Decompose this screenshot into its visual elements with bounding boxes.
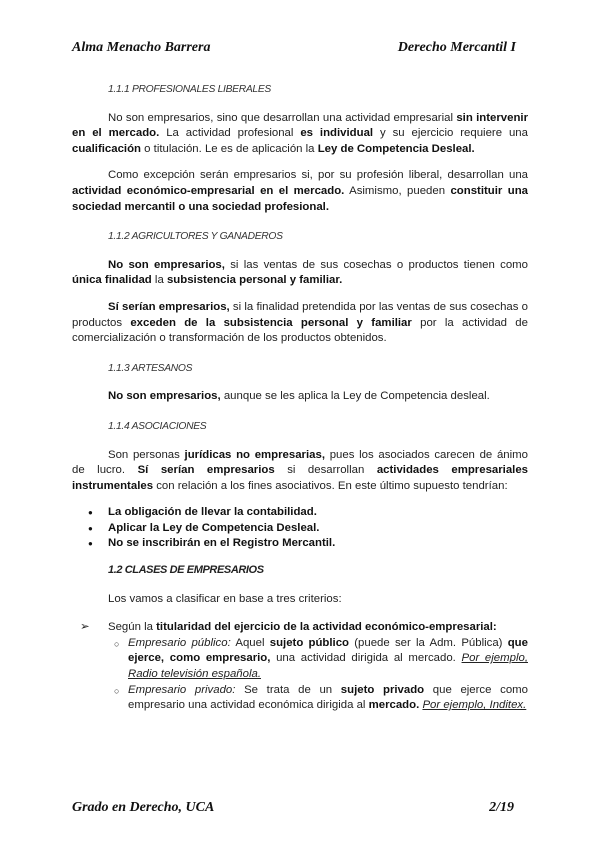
empresario-types-list — [72, 636, 528, 714]
list-item-empresario-publico: ○ Empresario público: Aquel sujeto público (puede ser la Adm. Pública) que ejerce, como empresario, una actividad dirigida al mercado. Por ejemplo, Radio televisión española. — [128, 636, 528, 683]
list-item: ● No se inscribirán en el Registro Mercantil. — [72, 536, 528, 552]
obligations-list — [72, 505, 528, 552]
header-course: Derecho Mercantil I — [397, 40, 516, 55]
arrow-bullet-icon: ➢ — [80, 621, 90, 634]
list-item-empresario-privado: ○ Empresario privado: Se trata de un sujeto privado que ejerce como empresario una actividad económica dirigida al mercado. Por ejemplo, Inditex. — [128, 683, 528, 714]
section-title-1-1-2: 1.1.2 AGRICULTORES Y GANADEROS — [108, 231, 283, 243]
paragraph-liberales-1: No son empresarios, sino que desarrollan una actividad empresarial sin intervenir en el mercado. La actividad profesional es individual y su ejercicio requiere una cualificación o titulación. Le es de aplicación la Ley de Competencia Desleal. — [72, 111, 529, 155]
document-body — [72, 82, 528, 714]
list-item: ● La obligación de llevar la contabilidad. — [72, 505, 528, 521]
footer-degree: Grado en Derecho, UCA — [72, 800, 215, 815]
paragraph-artesanos: No son empresarios, aunque se les aplica la Ley de Competencia desleal. — [108, 390, 490, 403]
header-author: Alma Menacho Barrera — [72, 40, 211, 55]
page-number: 2/19 — [489, 800, 514, 815]
paragraph-agricultores-1: No son empresarios, si las ventas de sus cosechas o productos tienen como única finalidad la subsistencia personal y familiar. — [72, 258, 528, 287]
section-title-1-1-3: 1.1.3 ARTESANOS — [108, 362, 193, 374]
section-title-1-1-1: 1.1.1 PROFESIONALES LIBERALES — [108, 84, 271, 95]
section-title-1-2: 1.2 CLASES DE EMPRESARIOS — [108, 564, 264, 577]
paragraph-liberales-2: Como excepción serán empresarios si, por su profesión liberal, desarrollan una actividad económico-empresarial en el mercado. Asimismo, pueden constituir una sociedad mercantil o una sociedad profesional. — [72, 169, 529, 213]
section-title-1-1-4: 1.1.4 ASOCIACIONES — [108, 420, 207, 432]
paragraph-criterios: Los vamos a clasificar en base a tres criterios: — [108, 592, 342, 605]
criterion-titularidad: ➢ Según la titularidad del ejercicio de la actividad económico-empresarial: — [72, 620, 528, 636]
paragraph-agricultores-2: Sí serían empresarios, si la finalidad pretendida por las ventas de sus cosechas o productos exceden de la subsistencia personal y familiar por la actividad de comercialización o transformación de los productos obtenidos. — [72, 300, 528, 345]
paragraph-asociaciones: Son personas jurídicas no empresarias, pues los asociados carecen de ánimo de lucro. Sí serían empresarios si desarrollan actividades empresariales instrumentales con relación a los fines asociativos. En este último supuesto tendrían: — [72, 448, 529, 492]
list-item: ● Aplicar la Ley de Competencia Desleal. — [72, 521, 528, 537]
